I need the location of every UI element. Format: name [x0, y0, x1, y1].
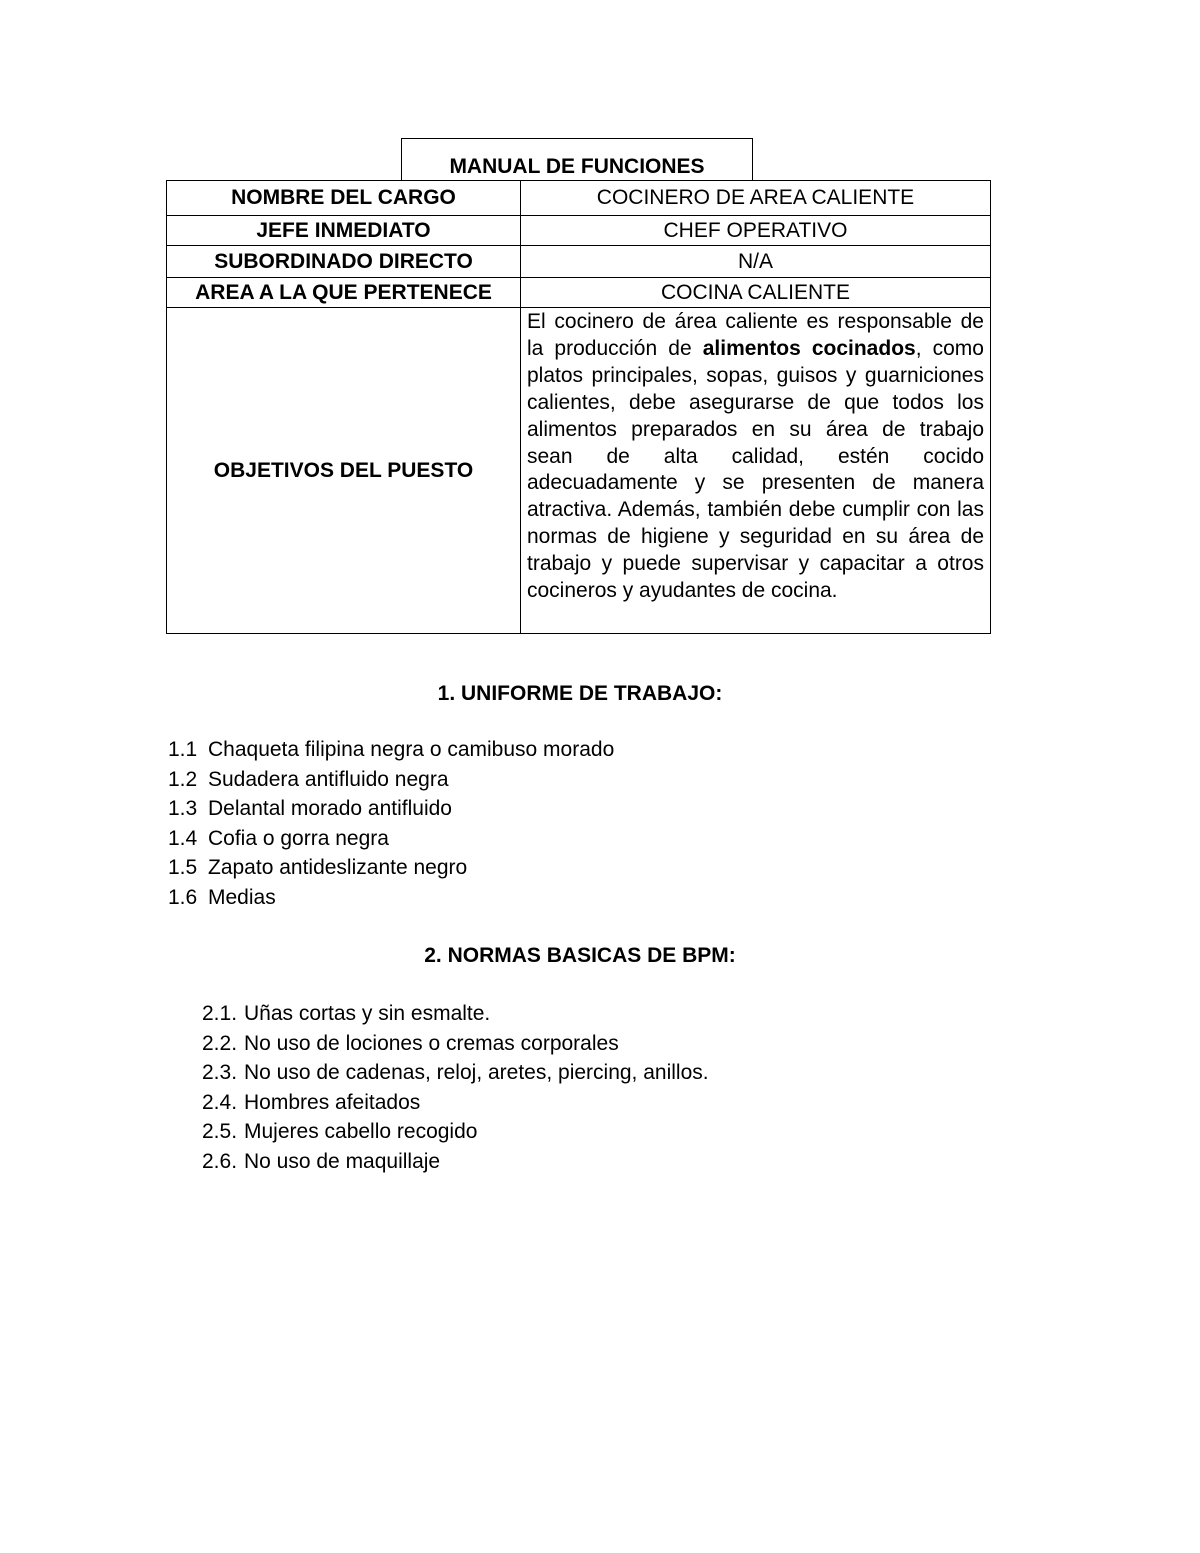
job-info-table — [166, 180, 991, 634]
value-jefe-inmediato: CHEF OPERATIVO — [521, 216, 991, 246]
bpm-list-item-number: 2.4. — [202, 1090, 238, 1114]
bpm-list-item-number: 2.3. — [202, 1061, 238, 1084]
uniform-list-item-text: Sudadera antifluido negra — [208, 767, 449, 791]
uniform-list-item-number: 1.1 — [168, 738, 198, 761]
bpm-list-item-text: Mujeres cabello recogido — [244, 1120, 478, 1143]
uniform-list-item-text: Zapato antideslizante negro — [208, 856, 468, 879]
bpm-list-item-number: 2.6. — [202, 1149, 238, 1173]
uniform-list-item — [168, 853, 614, 883]
uniform-list-item-text: Delantal morado antifluido — [208, 797, 452, 820]
uniform-list-item-number: 1.3 — [168, 797, 198, 820]
table-row-area — [167, 278, 991, 308]
objective-text-start: El cocinero de área caliente es responsable de la producción de — [527, 310, 984, 360]
bpm-list-item — [202, 1088, 709, 1118]
bpm-list-item-number: 2.5. — [202, 1120, 238, 1143]
uniform-list-item — [168, 883, 614, 913]
section-heading-uniforme: 1. UNIFORME DE TRABAJO: — [437, 682, 723, 705]
value-subordinado-directo: N/A — [521, 246, 991, 278]
bpm-list-item-text: Hombres afeitados — [244, 1090, 421, 1114]
value-objetivos — [521, 308, 991, 634]
uniform-list-item-number: 1.6 — [168, 885, 198, 909]
label-subordinado-directo: SUBORDINADO DIRECTO — [167, 246, 521, 278]
bpm-list-item-number: 2.2. — [202, 1031, 238, 1055]
objective-text-bold: alimentos cocinados — [702, 336, 916, 360]
objective-text-end: , como platos principales, sopas, guisos y guarniciones calientes, debe asegurarse de que todos los alimentos preparados en su área de trabajo sean de alta calidad, estén cocido adecuadamente y se presenten de manera atractiva. Además, también debe cumplir con las normas de higiene y seguridad en su área de trabajo y puede supervisar y capacitar a otros cocineros y ayudantes de cocina. — [527, 336, 984, 603]
uniform-list-item — [168, 794, 614, 824]
uniform-list-item-number: 1.4 — [168, 826, 198, 850]
label-area: AREA A LA QUE PERTENECE — [167, 278, 521, 308]
bpm-list-item-text: No uso de lociones o cremas corporales — [244, 1031, 619, 1055]
uniform-list-item-text: Cofia o gorra negra — [208, 826, 389, 850]
uniform-list-item-text: Medias — [208, 885, 276, 909]
bpm-list-item — [202, 1029, 709, 1059]
value-nombre-del-cargo: COCINERO DE AREA CALIENTE — [521, 181, 991, 216]
label-jefe-inmediato: JEFE INMEDIATO — [167, 216, 521, 246]
table-row-nombre-del-cargo — [167, 181, 991, 216]
uniform-list-item — [168, 735, 614, 765]
label-nombre-del-cargo: NOMBRE DEL CARGO — [167, 181, 521, 216]
bpm-list-item — [202, 999, 709, 1029]
value-area: COCINA CALIENTE — [521, 278, 991, 308]
bpm-list-item — [202, 1058, 709, 1088]
bpm-list-item — [202, 1147, 709, 1177]
bpm-list-item-text: No uso de maquillaje — [244, 1149, 441, 1173]
bpm-list-item — [202, 1117, 709, 1147]
uniform-list-item — [168, 824, 614, 854]
label-objetivos: OBJETIVOS DEL PUESTO — [167, 308, 521, 634]
bpm-list-item-text: No uso de cadenas, reloj, aretes, piercing, anillos. — [244, 1061, 709, 1084]
uniform-list-item-number: 1.2 — [168, 767, 198, 791]
section-heading-normas: 2. NORMAS BASICAS DE BPM: — [424, 944, 736, 967]
uniform-list-item — [168, 765, 614, 795]
manual-title-box — [401, 138, 753, 180]
manual-title: MANUAL DE FUNCIONES — [449, 155, 705, 178]
table-row-subordinado-directo — [167, 246, 991, 278]
bpm-list-item-text: Uñas cortas y sin esmalte. — [244, 1002, 491, 1025]
uniform-list-item-text: Chaqueta filipina negra o camibuso morado — [208, 738, 615, 761]
uniform-list — [168, 735, 614, 912]
bpm-list — [202, 999, 709, 1176]
table-row-objetivos — [167, 308, 991, 634]
uniform-list-item-number: 1.5 — [168, 856, 198, 879]
bpm-list-item-number: 2.1. — [202, 1002, 238, 1025]
table-row-jefe-inmediato — [167, 216, 991, 246]
